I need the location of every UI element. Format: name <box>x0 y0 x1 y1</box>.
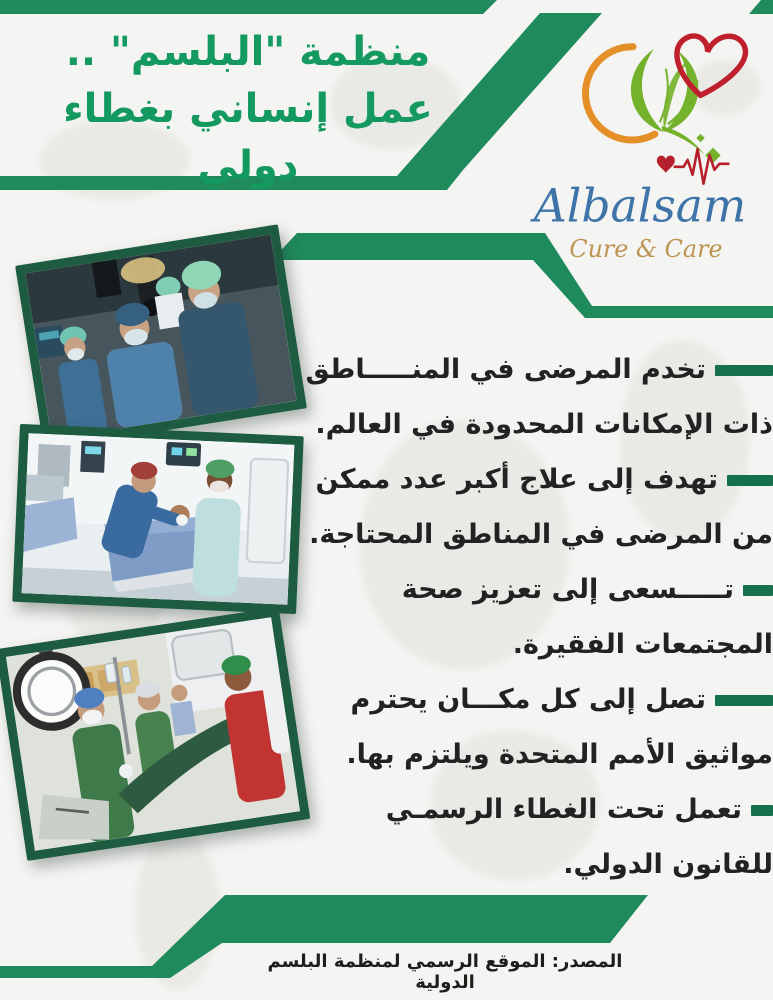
top-bar-stub <box>749 0 773 14</box>
logo-tagline: Cure & Care <box>569 235 723 264</box>
logo-wordmark: Albalsam <box>533 179 747 233</box>
photo-icu-scene <box>22 433 295 604</box>
bullet-item-1 <box>295 342 773 452</box>
albalsam-logo <box>513 16 771 270</box>
bullet-text: تـــــسعى إلى تعزيز صحة المجتمعات الفقيرة. <box>401 574 773 660</box>
bullet-item-2 <box>295 452 773 562</box>
photo-surgery-scene <box>25 235 296 440</box>
bullet-text: تصل إلى كل مكـــان يحترم مواثيق الأمم المتحدة ويلتزم بها. <box>346 684 773 770</box>
bullet-dash <box>743 585 773 596</box>
bullet-dash <box>727 475 773 486</box>
page-title <box>26 24 470 195</box>
photo-icu <box>12 424 303 614</box>
photo-operating-room <box>0 607 310 861</box>
bullet-dash <box>751 805 773 816</box>
bullet-dash <box>715 365 773 376</box>
top-bar <box>0 0 497 14</box>
bullet-item-4 <box>295 672 773 782</box>
bullet-dash <box>715 695 773 706</box>
photo-operating-room-scene <box>6 617 300 850</box>
title-line-2: عمل إنساني بغطاء دولي <box>63 86 433 189</box>
bullet-item-3 <box>295 562 773 672</box>
bullet-text: تعمل تحت الغطاء الرسمـي للقانون الدولي. <box>385 794 773 880</box>
bullet-list <box>289 342 773 892</box>
title-line-1: منظمة "البلسم" .. <box>65 29 431 75</box>
source-credit: المصدر: الموقع الرسمي لمنظمة البلسم الدولية <box>267 951 623 993</box>
bird-icon <box>631 49 721 163</box>
bullet-text: تهدف إلى علاج أكبر عدد ممكن من المرضى في المناطق المحتاجة. <box>309 464 773 550</box>
bullet-text: تخدم المرضى في المنـــــاطق ذات الإمكانات المحدودة في العالم. <box>305 354 773 440</box>
bullet-item-5 <box>295 782 773 892</box>
